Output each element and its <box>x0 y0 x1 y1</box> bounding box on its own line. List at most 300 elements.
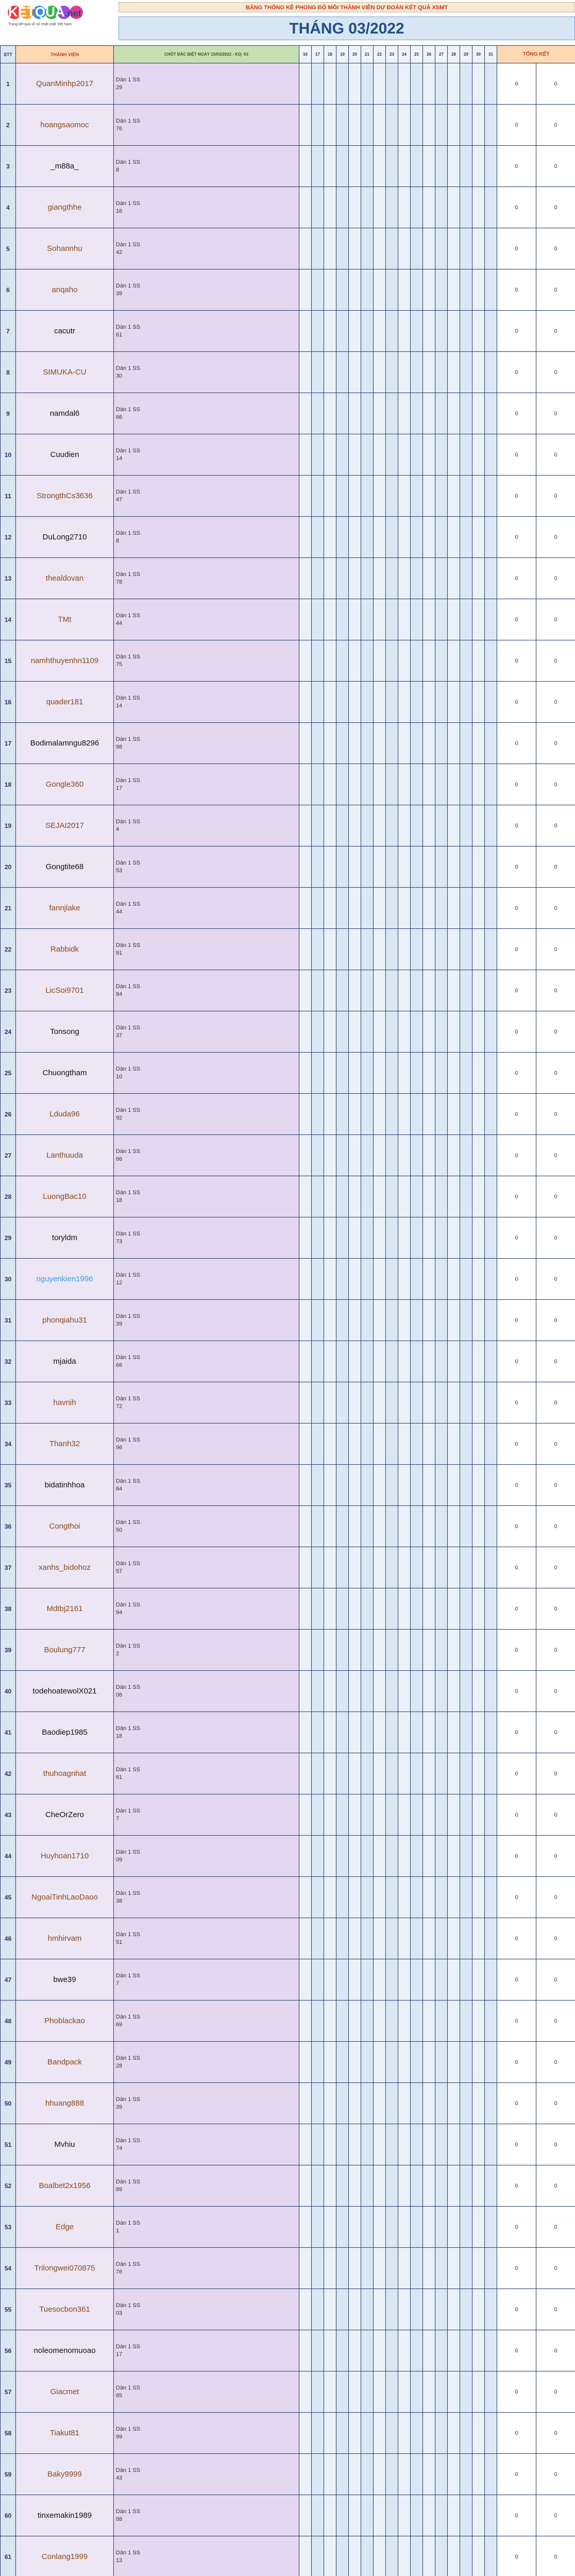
prediction-type: Dàn 1 SS <box>116 818 141 825</box>
member-row <box>1 269 575 311</box>
day-result-cell <box>398 269 411 311</box>
member-name-link[interactable]: SEJAI2017 <box>16 805 114 846</box>
member-name-link[interactable]: thealdovan <box>16 558 114 599</box>
prediction-number: 39 <box>116 290 123 297</box>
day-result-cell <box>485 1011 497 1053</box>
member-name-link[interactable]: Congthoi <box>16 1506 114 1547</box>
day-result-cell <box>361 2248 374 2289</box>
day-result-cell <box>386 640 398 682</box>
member-name-link[interactable]: Conlang1999 <box>16 2536 114 2576</box>
day-result-cell <box>398 1423 411 1465</box>
header-day: 21 <box>361 46 374 63</box>
day-result-cell <box>472 393 485 434</box>
prediction-cell <box>114 970 299 1011</box>
row-number: 9 <box>1 393 16 434</box>
day-result-cell <box>336 1176 349 1217</box>
day-result-cell <box>336 1259 349 1300</box>
day-result-cell <box>472 1176 485 1217</box>
day-result-cell <box>411 1011 423 1053</box>
member-row <box>1 2289 575 2330</box>
day-result-cell <box>485 1423 497 1465</box>
day-result-cell <box>312 1959 324 2001</box>
day-result-cell <box>448 63 460 105</box>
day-result-cell <box>324 846 336 888</box>
member-name-link[interactable]: bidatinhhoa <box>16 1465 114 1506</box>
member-name-link[interactable]: Mvhiu <box>16 2124 114 2165</box>
day-result-cell <box>423 2330 435 2371</box>
member-name-link[interactable]: havnih <box>16 1382 114 1423</box>
day-result-cell <box>324 1753 336 1794</box>
day-result-cell <box>448 352 460 393</box>
day-result-cell <box>374 1753 386 1794</box>
total-hits: 0 <box>497 1341 536 1382</box>
header-day: 24 <box>398 46 411 63</box>
stats-table-wrapper <box>0 45 575 2576</box>
day-result-cell <box>398 1176 411 1217</box>
day-result-cell <box>349 2124 361 2165</box>
total-hits: 0 <box>497 1135 536 1176</box>
day-result-cell <box>460 1836 472 1877</box>
member-name-link[interactable]: Tuesocbon361 <box>16 2289 114 2330</box>
day-result-cell <box>336 2207 349 2248</box>
day-result-cell <box>349 2371 361 2413</box>
prediction-type: Dàn 1 SS <box>116 2384 141 2391</box>
day-result-cell <box>398 2165 411 2207</box>
day-result-cell <box>312 846 324 888</box>
day-result-cell <box>374 640 386 682</box>
day-result-cell <box>324 1135 336 1176</box>
total-score: 0 <box>536 2001 575 2042</box>
total-hits: 0 <box>497 970 536 1011</box>
day-result-cell <box>324 1836 336 1877</box>
member-name-link[interactable]: fannjlake <box>16 888 114 929</box>
day-result-cell <box>336 1135 349 1176</box>
member-name-link[interactable]: Edge <box>16 2207 114 2248</box>
prediction-cell <box>114 805 299 846</box>
day-result-cell <box>312 2083 324 2124</box>
member-name-link[interactable]: noleomenomuoao <box>16 2330 114 2371</box>
day-result-cell <box>485 1176 497 1217</box>
day-result-cell <box>374 311 386 352</box>
day-result-cell <box>398 1630 411 1671</box>
day-result-cell <box>374 63 386 105</box>
day-result-cell <box>460 393 472 434</box>
day-result-cell <box>448 846 460 888</box>
day-result-cell <box>398 2413 411 2454</box>
member-row <box>1 1506 575 1547</box>
prediction-number: 66 <box>116 1362 123 1368</box>
row-number: 30 <box>1 1259 16 1300</box>
day-result-cell <box>324 805 336 846</box>
day-result-cell <box>485 2248 497 2289</box>
member-row <box>1 1341 575 1382</box>
day-result-cell <box>448 970 460 1011</box>
day-result-cell <box>460 1011 472 1053</box>
day-result-cell <box>460 434 472 476</box>
day-result-cell <box>423 1588 435 1630</box>
member-name-link[interactable]: namhthuyenhn1109 <box>16 640 114 682</box>
member-name-link[interactable]: tinxemakin1989 <box>16 2495 114 2536</box>
day-result-cell <box>460 1877 472 1918</box>
header-day: 18 <box>324 46 336 63</box>
day-result-cell <box>312 1094 324 1135</box>
day-result-cell <box>435 1259 448 1300</box>
member-name-link[interactable]: Bodimalamngu8296 <box>16 723 114 764</box>
prediction-cell <box>114 764 299 805</box>
member-name-link[interactable]: NgoaiTinhLaoDaoo <box>16 1877 114 1918</box>
day-result-cell <box>398 2083 411 2124</box>
day-result-cell <box>386 1176 398 1217</box>
header-day: 20 <box>349 46 361 63</box>
day-result-cell <box>299 1794 312 1836</box>
day-result-cell <box>485 2536 497 2576</box>
day-result-cell <box>336 2083 349 2124</box>
member-name-link[interactable]: Trilongwei070875 <box>16 2248 114 2289</box>
member-name-link[interactable]: toryldm <box>16 1217 114 1259</box>
day-result-cell <box>361 1877 374 1918</box>
day-result-cell <box>361 970 374 1011</box>
day-result-cell <box>411 1918 423 1959</box>
day-result-cell <box>485 846 497 888</box>
day-result-cell <box>423 1300 435 1341</box>
member-row <box>1 2454 575 2495</box>
day-result-cell <box>386 2207 398 2248</box>
member-name-link[interactable]: TMt <box>16 599 114 640</box>
total-hits: 0 <box>497 1176 536 1217</box>
day-result-cell <box>312 517 324 558</box>
row-number: 45 <box>1 1877 16 1918</box>
day-result-cell <box>485 1506 497 1547</box>
prediction-cell <box>114 105 299 146</box>
member-name-link[interactable]: Lanthuuda <box>16 1135 114 1176</box>
total-score: 0 <box>536 805 575 846</box>
member-name-link[interactable]: cacutr <box>16 311 114 352</box>
member-name-link[interactable]: mjaida <box>16 1341 114 1382</box>
member-name-link[interactable]: SIMUKA-CU <box>16 352 114 393</box>
day-result-cell <box>299 1341 312 1382</box>
prediction-type: Dàn 1 SS <box>116 942 141 948</box>
day-result-cell <box>312 63 324 105</box>
prediction-cell <box>114 1588 299 1630</box>
day-result-cell <box>411 640 423 682</box>
day-result-cell <box>336 393 349 434</box>
member-name-link[interactable]: quader181 <box>16 682 114 723</box>
day-result-cell <box>361 929 374 970</box>
day-result-cell <box>312 1918 324 1959</box>
day-result-cell <box>324 2001 336 2042</box>
day-result-cell <box>386 1011 398 1053</box>
member-name-link[interactable]: Cuudien <box>16 434 114 476</box>
day-result-cell <box>485 1712 497 1753</box>
member-name-link[interactable]: thuhoagnhat <box>16 1753 114 1794</box>
day-result-cell <box>485 558 497 599</box>
prediction-cell <box>114 2371 299 2413</box>
total-score: 0 <box>536 228 575 269</box>
prediction-cell <box>114 2124 299 2165</box>
day-result-cell <box>460 805 472 846</box>
day-result-cell <box>386 2042 398 2083</box>
day-result-cell <box>411 599 423 640</box>
day-result-cell <box>361 1217 374 1259</box>
member-name-link[interactable]: xanhs_bidohoz <box>16 1547 114 1588</box>
day-result-cell <box>374 558 386 599</box>
member-row <box>1 2001 575 2042</box>
day-result-cell <box>435 1671 448 1712</box>
member-name-link[interactable]: anqaho <box>16 269 114 311</box>
member-name-link[interactable]: Gongle360 <box>16 764 114 805</box>
day-result-cell <box>336 146 349 187</box>
prediction-number: 18 <box>116 1197 123 1204</box>
row-number: 27 <box>1 1135 16 1176</box>
member-name-link[interactable]: bwe39 <box>16 1959 114 2001</box>
day-result-cell <box>411 63 423 105</box>
member-name-link[interactable]: namdal6 <box>16 393 114 434</box>
member-row <box>1 2330 575 2371</box>
day-result-cell <box>386 2165 398 2207</box>
prediction-cell <box>114 558 299 599</box>
member-name-link[interactable]: _m88a_ <box>16 146 114 187</box>
day-result-cell <box>423 2495 435 2536</box>
day-result-cell <box>485 1918 497 1959</box>
day-result-cell <box>312 2371 324 2413</box>
total-score: 0 <box>536 2330 575 2371</box>
site-logo[interactable] <box>3 2 122 38</box>
member-name-link[interactable]: Rabbidk <box>16 929 114 970</box>
day-result-cell <box>361 1382 374 1423</box>
prediction-type: Dàn 1 SS <box>116 2426 141 2432</box>
day-result-cell <box>411 1341 423 1382</box>
prediction-cell <box>114 2454 299 2495</box>
member-name-link[interactable]: Baky9999 <box>16 2454 114 2495</box>
member-name-link[interactable]: Lduda96 <box>16 1094 114 1135</box>
day-result-cell <box>312 434 324 476</box>
day-result-cell <box>411 2124 423 2165</box>
prediction-cell <box>114 1630 299 1671</box>
day-result-cell <box>435 1712 448 1753</box>
day-result-cell <box>485 105 497 146</box>
day-result-cell <box>448 1588 460 1630</box>
member-name-link[interactable]: hmhirvam <box>16 1918 114 1959</box>
total-hits: 0 <box>497 2083 536 2124</box>
prediction-number: 75 <box>116 661 123 668</box>
member-name-link[interactable]: Giacmet <box>16 2371 114 2413</box>
day-result-cell <box>386 517 398 558</box>
day-result-cell <box>398 1712 411 1753</box>
day-result-cell <box>485 1671 497 1712</box>
member-name-link[interactable]: Baodiep1985 <box>16 1712 114 1753</box>
day-result-cell <box>386 1630 398 1671</box>
day-result-cell <box>435 723 448 764</box>
day-result-cell <box>448 1630 460 1671</box>
day-result-cell <box>312 1341 324 1382</box>
member-name-link[interactable]: Boalbet2x1956 <box>16 2165 114 2207</box>
day-result-cell <box>435 599 448 640</box>
member-name-link[interactable]: DuLong2710 <box>16 517 114 558</box>
day-result-cell <box>336 1053 349 1094</box>
day-result-cell <box>349 105 361 146</box>
prediction-number: 7 <box>116 1815 120 1822</box>
day-result-cell <box>299 2454 312 2495</box>
day-result-cell <box>299 1753 312 1794</box>
day-result-cell <box>336 269 349 311</box>
day-result-cell <box>312 2207 324 2248</box>
day-result-cell <box>472 1671 485 1712</box>
day-result-cell <box>398 1959 411 2001</box>
day-result-cell <box>299 2536 312 2576</box>
day-result-cell <box>472 269 485 311</box>
day-result-cell <box>435 2165 448 2207</box>
row-number: 61 <box>1 2536 16 2576</box>
day-result-cell <box>435 2042 448 2083</box>
member-row <box>1 2042 575 2083</box>
row-number: 18 <box>1 764 16 805</box>
total-score: 0 <box>536 599 575 640</box>
member-name-link[interactable]: todehoatewolX021 <box>16 1671 114 1712</box>
member-name-link[interactable]: phonqiahu31 <box>16 1300 114 1341</box>
day-result-cell <box>349 599 361 640</box>
prediction-type: Dàn 1 SS <box>116 1148 141 1155</box>
day-result-cell <box>336 434 349 476</box>
prediction-number: 42 <box>116 249 123 256</box>
member-name-link[interactable]: hoangsaomoc <box>16 105 114 146</box>
member-row <box>1 146 575 187</box>
day-result-cell <box>435 393 448 434</box>
day-result-cell <box>374 846 386 888</box>
day-result-cell <box>336 1671 349 1712</box>
day-result-cell <box>411 682 423 723</box>
day-result-cell <box>448 640 460 682</box>
day-result-cell <box>411 1877 423 1918</box>
day-result-cell <box>472 352 485 393</box>
day-result-cell <box>485 1053 497 1094</box>
day-result-cell <box>423 1382 435 1423</box>
day-result-cell <box>398 2042 411 2083</box>
day-result-cell <box>485 1465 497 1506</box>
day-result-cell <box>349 2207 361 2248</box>
member-name-link[interactable]: Gongtite68 <box>16 846 114 888</box>
row-number: 33 <box>1 1382 16 1423</box>
member-name-link[interactable]: QuanMinhp2017 <box>16 63 114 105</box>
day-result-cell <box>374 1053 386 1094</box>
member-name-link[interactable]: LuongBac10 <box>16 1176 114 1217</box>
member-row <box>1 228 575 269</box>
prediction-number: 98 <box>116 743 123 750</box>
total-score: 0 <box>536 846 575 888</box>
member-name-link[interactable]: LicSoi9701 <box>16 970 114 1011</box>
day-result-cell <box>386 1341 398 1382</box>
member-row <box>1 1423 575 1465</box>
day-result-cell <box>423 764 435 805</box>
day-result-cell <box>448 2083 460 2124</box>
member-name-link[interactable]: Bandpack <box>16 2042 114 2083</box>
row-number: 15 <box>1 640 16 682</box>
day-result-cell <box>435 1836 448 1877</box>
member-name-link[interactable]: Chuongtham <box>16 1053 114 1094</box>
day-result-cell <box>398 1341 411 1382</box>
day-result-cell <box>386 1382 398 1423</box>
day-result-cell <box>374 2454 386 2495</box>
row-number: 23 <box>1 970 16 1011</box>
day-result-cell <box>485 2495 497 2536</box>
prediction-cell <box>114 2289 299 2330</box>
day-result-cell <box>361 2207 374 2248</box>
member-name-link[interactable]: Boulung777 <box>16 1630 114 1671</box>
day-result-cell <box>349 929 361 970</box>
day-result-cell <box>411 393 423 434</box>
table-header-row <box>1 46 575 63</box>
prediction-number: 30 <box>116 372 123 379</box>
day-result-cell <box>435 2536 448 2576</box>
prediction-number: 50 <box>116 1527 123 1533</box>
member-name-link[interactable]: giangthhe <box>16 187 114 228</box>
day-result-cell <box>361 2001 374 2042</box>
day-result-cell <box>435 1135 448 1176</box>
day-result-cell <box>423 1547 435 1588</box>
day-result-cell <box>472 1712 485 1753</box>
day-result-cell <box>485 2454 497 2495</box>
day-result-cell <box>361 228 374 269</box>
day-result-cell <box>460 63 472 105</box>
day-result-cell <box>472 723 485 764</box>
day-result-cell <box>448 187 460 228</box>
day-result-cell <box>411 2248 423 2289</box>
prediction-number: 39 <box>116 2104 123 2110</box>
day-result-cell <box>374 1877 386 1918</box>
day-result-cell <box>411 2289 423 2330</box>
day-result-cell <box>411 764 423 805</box>
total-score: 0 <box>536 146 575 187</box>
member-name-link[interactable]: Thanh32 <box>16 1423 114 1465</box>
member-name-link[interactable]: CheOrZero <box>16 1794 114 1836</box>
day-result-cell <box>472 1259 485 1300</box>
day-result-cell <box>324 970 336 1011</box>
day-result-cell <box>374 2042 386 2083</box>
member-name-link[interactable]: Sohannhu <box>16 228 114 269</box>
day-result-cell <box>398 1465 411 1506</box>
day-result-cell <box>398 888 411 929</box>
day-result-cell <box>448 269 460 311</box>
day-result-cell <box>386 1671 398 1712</box>
member-name-link[interactable]: Phoblackao <box>16 2001 114 2042</box>
day-result-cell <box>336 805 349 846</box>
prediction-type: Dàn 1 SS <box>116 1807 141 1814</box>
member-name-link[interactable]: Huyhoan1710 <box>16 1836 114 1877</box>
day-result-cell <box>386 2536 398 2576</box>
day-result-cell <box>312 393 324 434</box>
prediction-type: Dàn 1 SS <box>116 488 141 495</box>
day-result-cell <box>398 1053 411 1094</box>
day-result-cell <box>411 1176 423 1217</box>
day-result-cell <box>386 1259 398 1300</box>
member-name-link[interactable]: Tonsong <box>16 1011 114 1053</box>
prediction-cell <box>114 476 299 517</box>
day-result-cell <box>312 2330 324 2371</box>
member-name-link[interactable]: hhuang888 <box>16 2083 114 2124</box>
day-result-cell <box>349 1382 361 1423</box>
prediction-number: 1 <box>116 2227 120 2234</box>
day-result-cell <box>374 2083 386 2124</box>
member-name-link[interactable]: nguyenkien1996 <box>16 1259 114 1300</box>
member-row <box>1 352 575 393</box>
member-name-link[interactable]: StrongthCs3636 <box>16 476 114 517</box>
day-result-cell <box>324 2248 336 2289</box>
member-name-link[interactable]: Mdtbj2161 <box>16 1588 114 1630</box>
prediction-type: Dàn 1 SS <box>116 76 141 83</box>
prediction-cell <box>114 2042 299 2083</box>
day-result-cell <box>460 1465 472 1506</box>
day-result-cell <box>336 1794 349 1836</box>
member-name-link[interactable]: Tiakut81 <box>16 2413 114 2454</box>
